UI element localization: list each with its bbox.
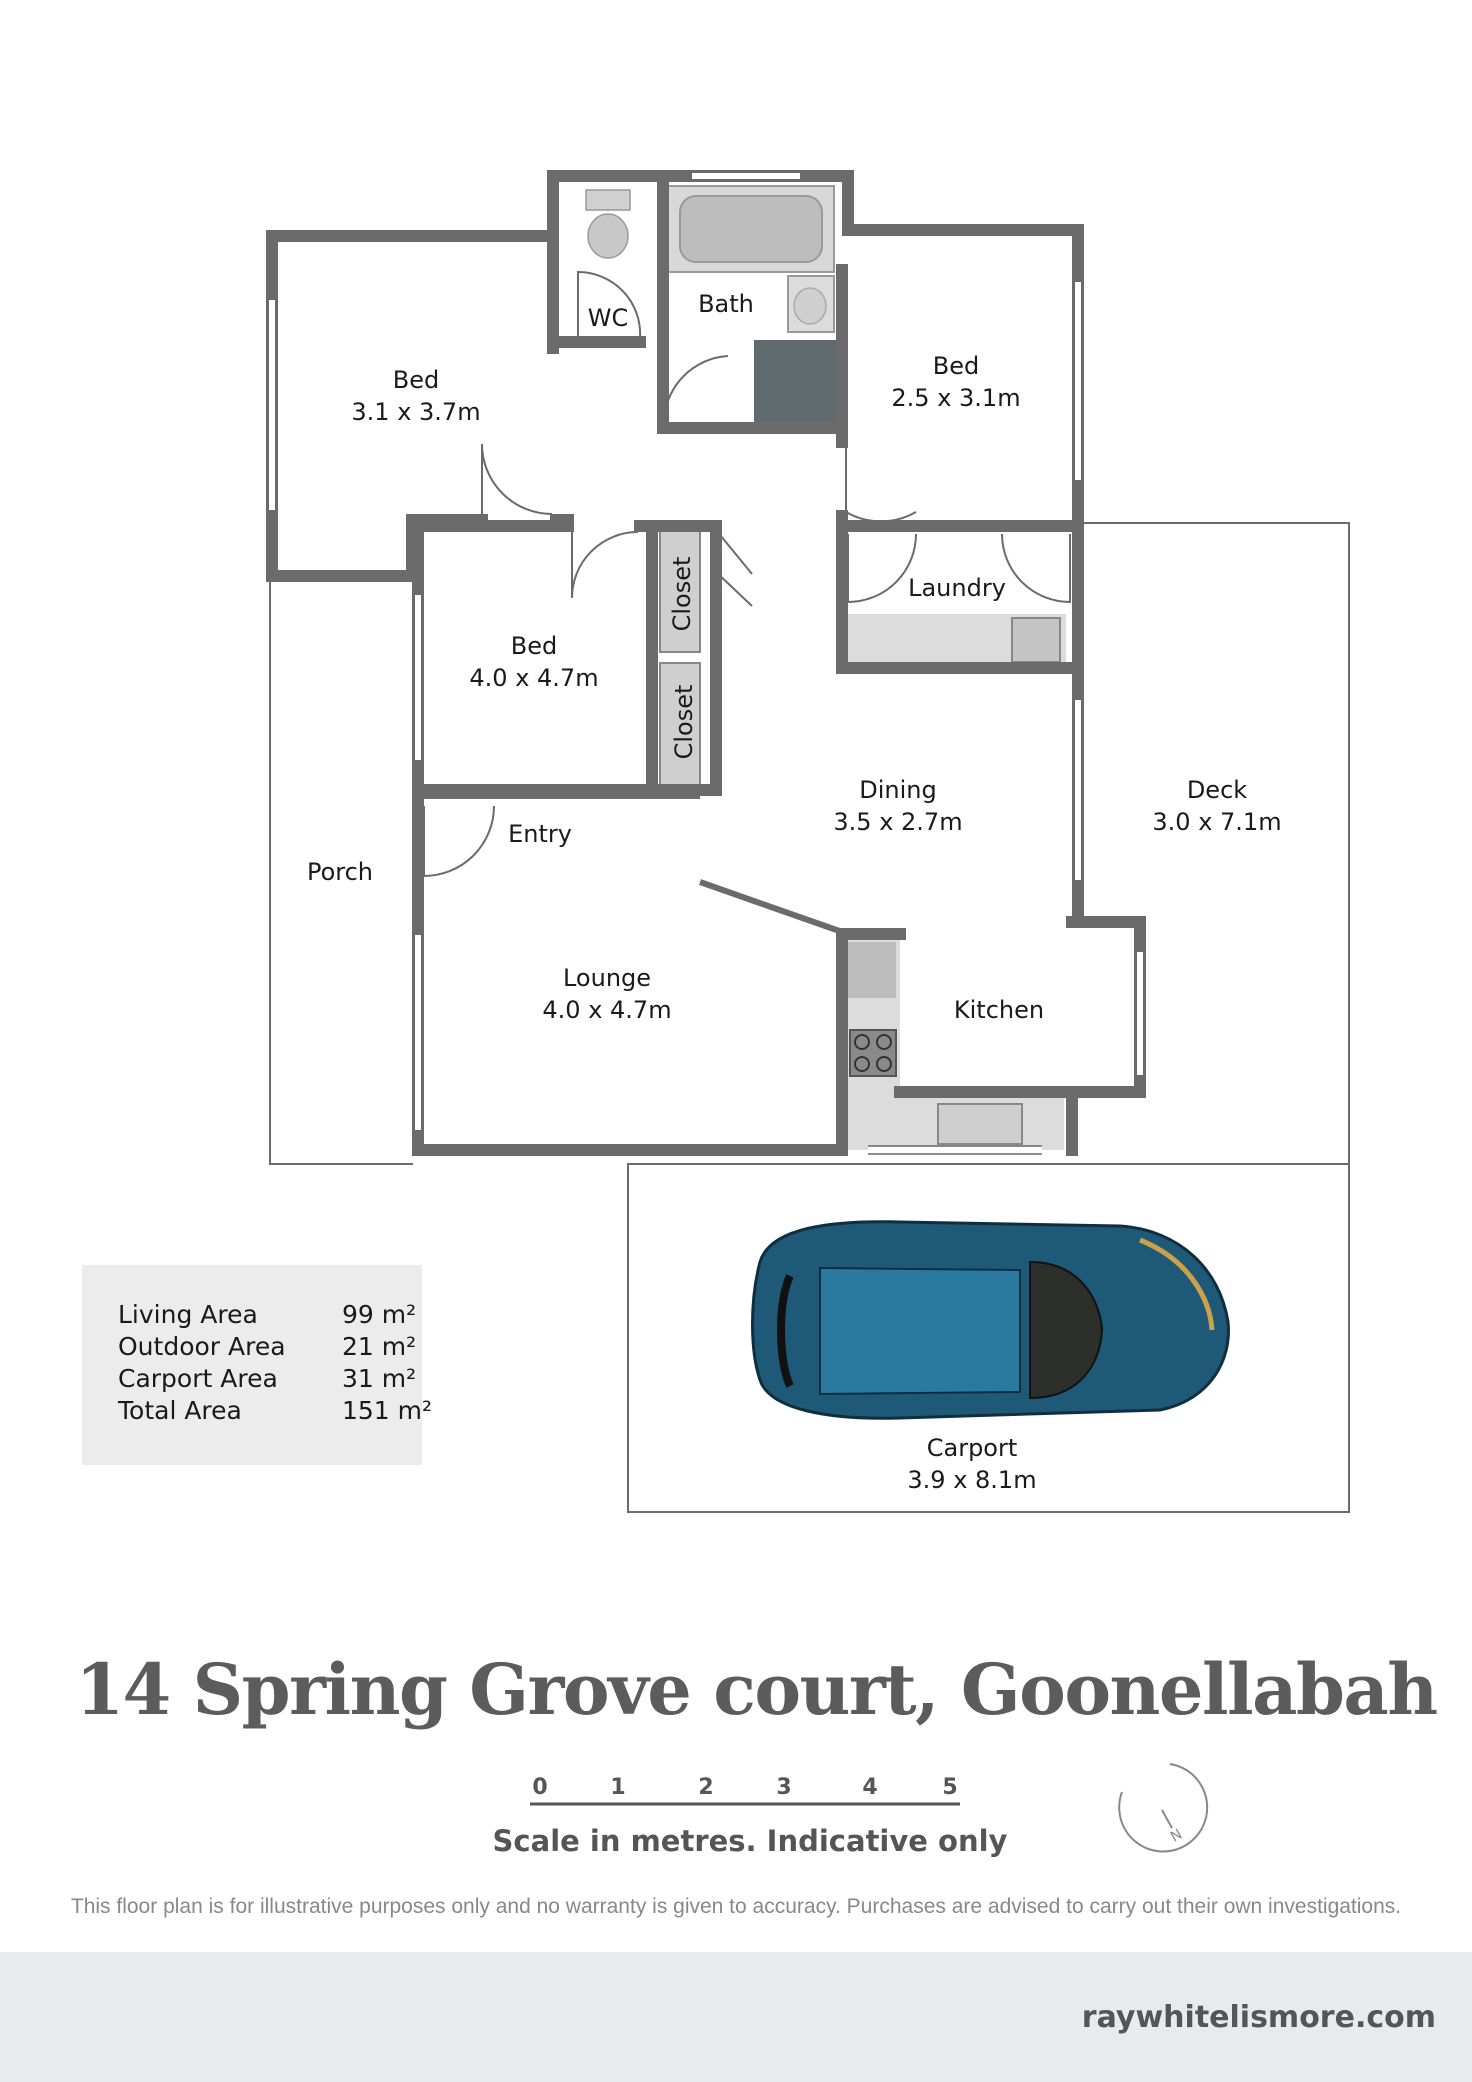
area-row-total bbox=[118, 1396, 433, 1425]
door-bath bbox=[664, 354, 728, 422]
kitchen-sink bbox=[938, 1104, 1022, 1144]
label-bed1-size: 3.1 x 3.7m bbox=[351, 398, 481, 426]
label-laundry: Laundry bbox=[908, 574, 1006, 602]
label-bed2-name: Bed bbox=[932, 352, 980, 380]
area-row-outdoor bbox=[118, 1332, 417, 1361]
scale-caption: Scale in metres. Indicative only bbox=[492, 1824, 1008, 1858]
footer-bar bbox=[0, 1952, 1472, 2082]
compass-needle bbox=[1162, 1810, 1172, 1828]
toilet-bowl bbox=[588, 214, 628, 258]
area-label: Living Area bbox=[118, 1300, 258, 1329]
shower bbox=[754, 340, 838, 426]
area-value: 99 m² bbox=[342, 1300, 417, 1329]
area-label: Total Area bbox=[118, 1396, 242, 1425]
door-bed3 bbox=[572, 532, 638, 598]
thin-walls bbox=[424, 796, 848, 934]
scale-bar bbox=[520, 1768, 980, 1818]
area-row-living bbox=[118, 1300, 417, 1329]
label-kitchen: Kitchen bbox=[953, 996, 1045, 1024]
label-lounge-name: Lounge bbox=[562, 964, 652, 992]
door-laundry-b bbox=[1002, 534, 1070, 602]
door-bed2 bbox=[846, 442, 916, 521]
label-dining-name: Dining bbox=[859, 776, 937, 804]
compass bbox=[1108, 1756, 1212, 1860]
toilet-cistern bbox=[586, 190, 630, 210]
compass-label: N bbox=[1168, 1826, 1186, 1846]
website-link[interactable]: raywhitelismore.com bbox=[1081, 2000, 1436, 2035]
door-entry bbox=[424, 806, 494, 876]
area-summary bbox=[82, 1265, 433, 1465]
label-carport-size: 3.9 x 8.1m bbox=[907, 1466, 1037, 1494]
label-bed2-size: 2.5 x 3.1m bbox=[891, 384, 1021, 412]
fridge bbox=[848, 942, 896, 998]
scale-tick-5: 5 bbox=[942, 1775, 958, 1800]
area-label: Outdoor Area bbox=[118, 1332, 286, 1361]
scale-tick-2: 2 bbox=[698, 1775, 714, 1800]
door-bed1 bbox=[482, 444, 552, 514]
property-title: 14 Spring Grove court, Goonellabah bbox=[75, 1648, 1437, 1731]
scale-tick-4: 4 bbox=[862, 1775, 878, 1800]
label-deck-size: 3.0 x 7.1m bbox=[1152, 808, 1282, 836]
label-dining-size: 3.5 x 2.7m bbox=[833, 808, 963, 836]
area-label: Carport Area bbox=[118, 1364, 278, 1393]
laundry-tub bbox=[1012, 618, 1060, 662]
label-bath: Bath bbox=[698, 290, 754, 318]
bathtub-inner bbox=[680, 196, 822, 262]
label-carport-name: Carport bbox=[926, 1434, 1018, 1462]
basin-bowl bbox=[794, 288, 826, 324]
label-lounge-size: 4.0 x 4.7m bbox=[542, 996, 672, 1024]
label-closet1: Closet bbox=[668, 556, 696, 632]
car bbox=[753, 1222, 1229, 1419]
compass-circle bbox=[1119, 1764, 1207, 1851]
scale-tick-3: 3 bbox=[776, 1775, 792, 1800]
deck-outline bbox=[1083, 523, 1349, 1164]
area-row-carport bbox=[118, 1364, 417, 1393]
label-closet2: Closet bbox=[670, 684, 698, 760]
scale-tick-0: 0 bbox=[532, 1775, 548, 1800]
label-bed3-name: Bed bbox=[510, 632, 558, 660]
label-bed1-name: Bed bbox=[392, 366, 440, 394]
scale-tick-1: 1 bbox=[610, 1775, 626, 1800]
label-entry: Entry bbox=[508, 820, 572, 848]
label-deck-name: Deck bbox=[1186, 776, 1248, 804]
area-value: 21 m² bbox=[342, 1332, 417, 1361]
label-wc: WC bbox=[587, 304, 629, 332]
label-porch: Porch bbox=[306, 858, 374, 886]
label-bed3-size: 4.0 x 4.7m bbox=[469, 664, 599, 692]
door-laundry-a bbox=[848, 534, 916, 602]
disclaimer: This floor plan is for illustrative purposes only and no warranty is given to accuracy. Purchases are advised to carry out their own investigations. bbox=[70, 1895, 1402, 1918]
area-value: 31 m² bbox=[342, 1364, 417, 1393]
area-value: 151 m² bbox=[342, 1396, 433, 1425]
